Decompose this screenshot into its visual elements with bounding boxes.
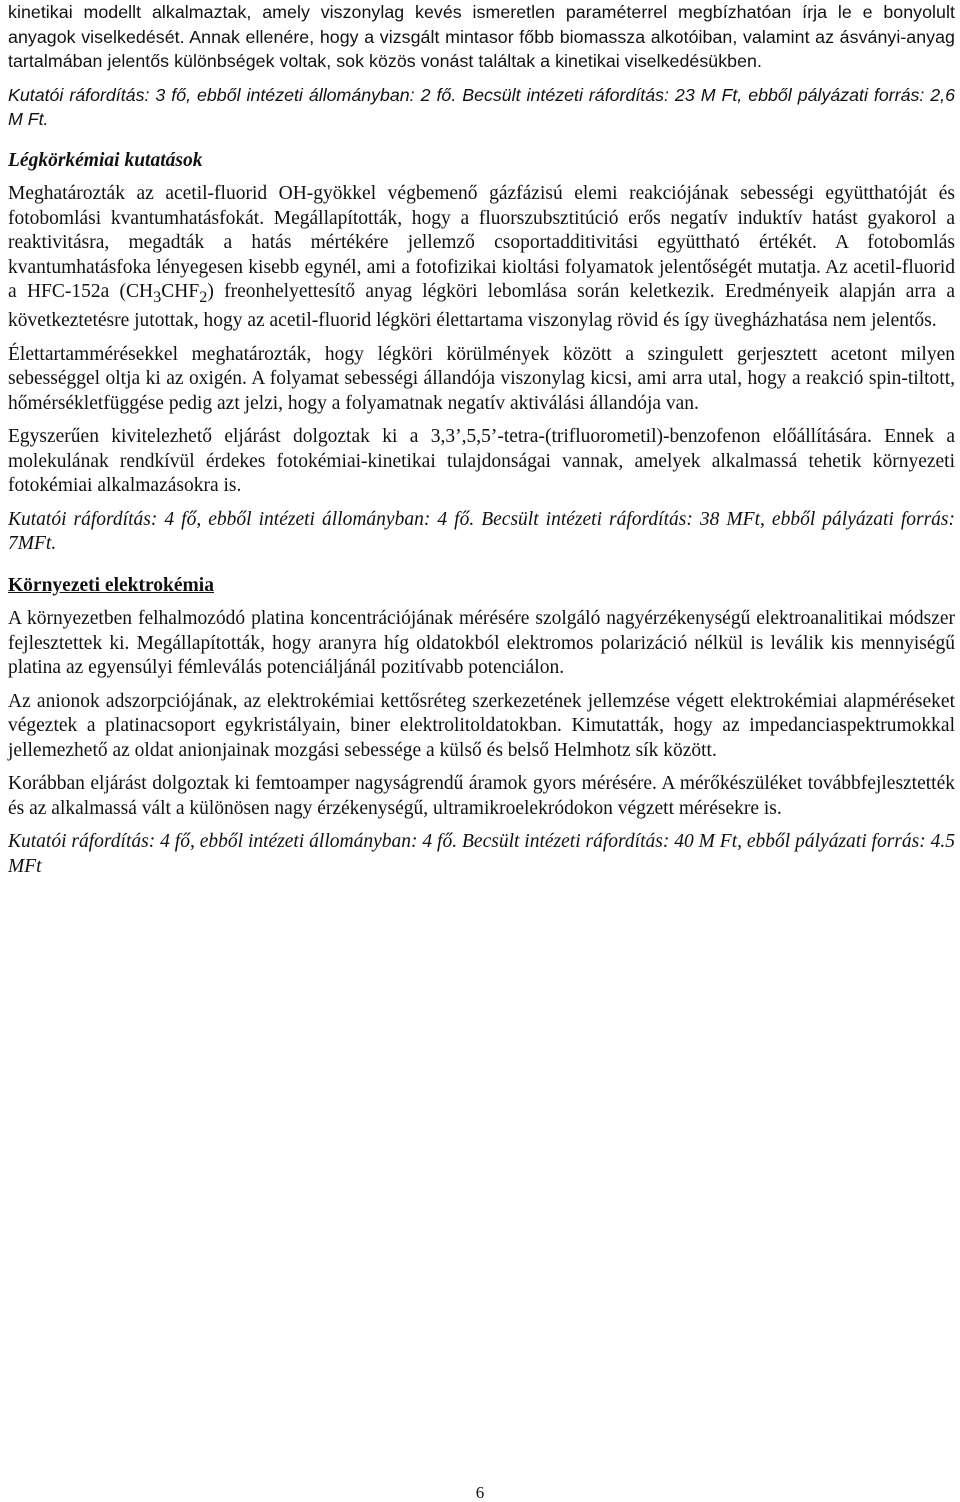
- section-heading-environmental-electrochemistry: Környezeti elektrokémia: [8, 574, 214, 596]
- subscript-3: 3: [153, 287, 162, 306]
- electrochemistry-paragraph-2: Az anionok adszorpciójának, az elektrokémiai kettősréteg szerkezetének jellemzése végett elektrokémiai alapméréseket végeztek a platinacsoport egykristályain, biner elektrolitoldatokban. Kimutatták, hogy az impedanciaspektrumokkal jellemezhető az oldat anionjainak mozgási sebessége a külső és belső Helmhotz sík között.: [8, 690, 955, 761]
- electrochemistry-paragraph-1: A környezetben felhalmozódó platina koncentrációjának mérésére szolgáló nagyérzékenységű elektroanalitikai módszer fejlesztettek ki. Megállapították, hogy aranyra híg oldatokból elektromos polarizáció nélkül is leválik kis mennyiségű platina az egyensúlyi fémleválás potenciáljánál pozitívabb potenciálon.: [8, 608, 955, 679]
- subscript-2: 2: [199, 287, 208, 306]
- atmospheric-paragraph-3: Egyszerűen kivitelezhető eljárást dolgoztak ki a 3,3’,5,5’-tetra-(trifluorometil)-benzofenon előállítására. Ennek a molekulának rendkívül érdekes fotokémiai-kinetikai tulajdonságai vannak, amelyek alkalmassá tehetik környezeti fotokémiai alkalmazásokra is.: [8, 426, 955, 497]
- intro-funding-note: Kutatói ráfordítás: 3 fő, ebből intézeti állományban: 2 fő. Becsült intézeti ráfordítás: 23 M Ft, ebből pályázati forrás: 2,6 M Ft.: [8, 84, 955, 129]
- atmospheric-paragraph-1-part-a: Meghatározták az acetil-fluorid OH-gyökkel végbemenő gázfázisú elemi reakciójának sebességi együtthatóját és fotobomlási kvantumhatásfokát. Megállapították, hogy a fluorszubsztitúció erős negatív induktív hatást gyakorol a reaktivitásra, megadták a hatás mértékére jellemző csoportadditivitási együttható értékét. A fotobomlás kvantumhatásfoka lényegesen kisebb egynél, ami a fotofizikai kioltási folyamatok jelentőségét mutatja. Az acetil-fluorid a HFC-152a (CH: [8, 183, 955, 302]
- document-page: [8, 0, 955, 888]
- atmospheric-paragraph-1-part-b: CHF: [161, 281, 200, 302]
- atmospheric-paragraph-1-part-c: ) freonhelyettesítő anyag légköri lebomlása során keletkezik. Eredményeik alapján arra a következtetésre jutottak, hogy az acetil-fluorid légköri élettartama viszonylag rövid és így üvegházhatása nem jelentős.: [8, 281, 955, 332]
- intro-paragraph: kinetikai modellt alkalmaztak, amely viszonylag kevés ismeretlen paraméterrel megbízhatóan írja le e bonyolult anyagok viselkedését. Annak ellenére, hogy a vizsgált mintasor főbb biomassza alkotóiban, valamint az ásványi-anyag tartalmában jelentős különbségek voltak, sok közös vonást találtak a kinetikai viselkedésükben.: [8, 2, 955, 71]
- atmospheric-paragraph-2: Élettartammérésekkel meghatározták, hogy légköri körülmények között a szingulett gerjesztett acetont milyen sebességgel oltja ki az oxigén. A folyamat sebességi állandója viszonylag kicsi, ami arra utal, hogy a reakció spin-tiltott, hőmérsékletfüggése pedig azt jelzi, hogy a folyamatnak negatív aktiválási állandója van.: [8, 343, 955, 414]
- electrochemistry-paragraph-3: Korábban eljárást dolgoztak ki femtoamper nagyságrendű áramok gyors mérésére. A mérőkészüléket továbbfejlesztették és az alkalmassá vált a különösen nagy érzékenységű, ultramikroelekródokon végzett mérésekre is.: [8, 773, 955, 819]
- page-number: 6: [475, 1483, 485, 1502]
- atmospheric-paragraph-1: [8, 182, 955, 334]
- electrochemistry-funding-note: Kutatói ráfordítás: 4 fő, ebből intézeti állományban: 4 fő. Becsült intézeti ráfordítás: 40 M Ft, ebből pályázati forrás: 4.5 MFt: [8, 831, 955, 877]
- section-heading-atmospheric-chemistry: Légkörkémiai kutatások: [8, 149, 203, 171]
- atmospheric-funding-note: Kutatói ráfordítás: 4 fő, ebből intézeti állományban: 4 fő. Becsült intézeti ráfordítás: 38 MFt, ebből pályázati forrás: 7MFt.: [8, 508, 955, 555]
